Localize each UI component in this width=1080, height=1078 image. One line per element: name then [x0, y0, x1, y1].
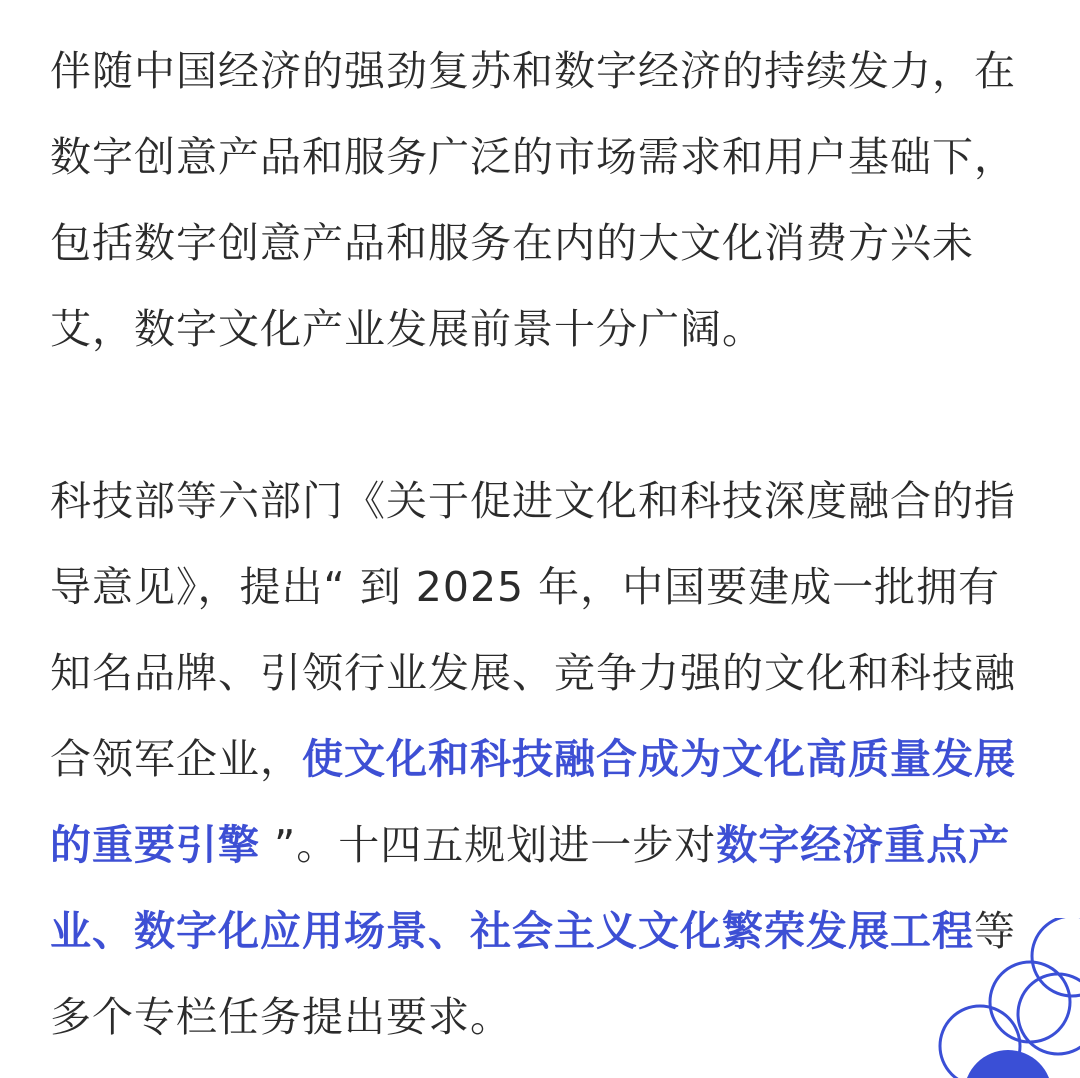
paragraph-intro: 伴随中国经济的强劲复苏和数字经济的持续发力，在数字创意产品和服务广泛的市场需求和用户基础下，包括数字创意产品和服务在内的大文化消费方兴未艾，数字文化产业发展前景十分广阔。 [50, 47, 1016, 353]
highlight-digital-economy: 数字经济重点产业、数字化应用场景、社会主义文化繁荣发展工程 [50, 821, 1011, 955]
ring-filled [964, 1050, 1052, 1078]
policy-text-part-2: ”。十四五规划进一步对 [260, 821, 717, 869]
policy-text-part-3: 等多个专栏任务提出要求。 [50, 907, 1016, 1041]
highlight-engine: 使文化和科技融合成为文化高质量发展的重要引擎 [50, 735, 1016, 869]
decorative-rings [880, 918, 1080, 1078]
policy-text-part-1: 科技部等六部门《关于促进文化和科技深度融合的指导意见》，提出“ 到 2025 年，中国要建成一批拥有知名品牌、引领行业发展、竞争力强的文化和科技融合领军企业， [50, 477, 1016, 783]
ring-outline-1 [1032, 918, 1080, 996]
article-body [50, 28, 1040, 1060]
